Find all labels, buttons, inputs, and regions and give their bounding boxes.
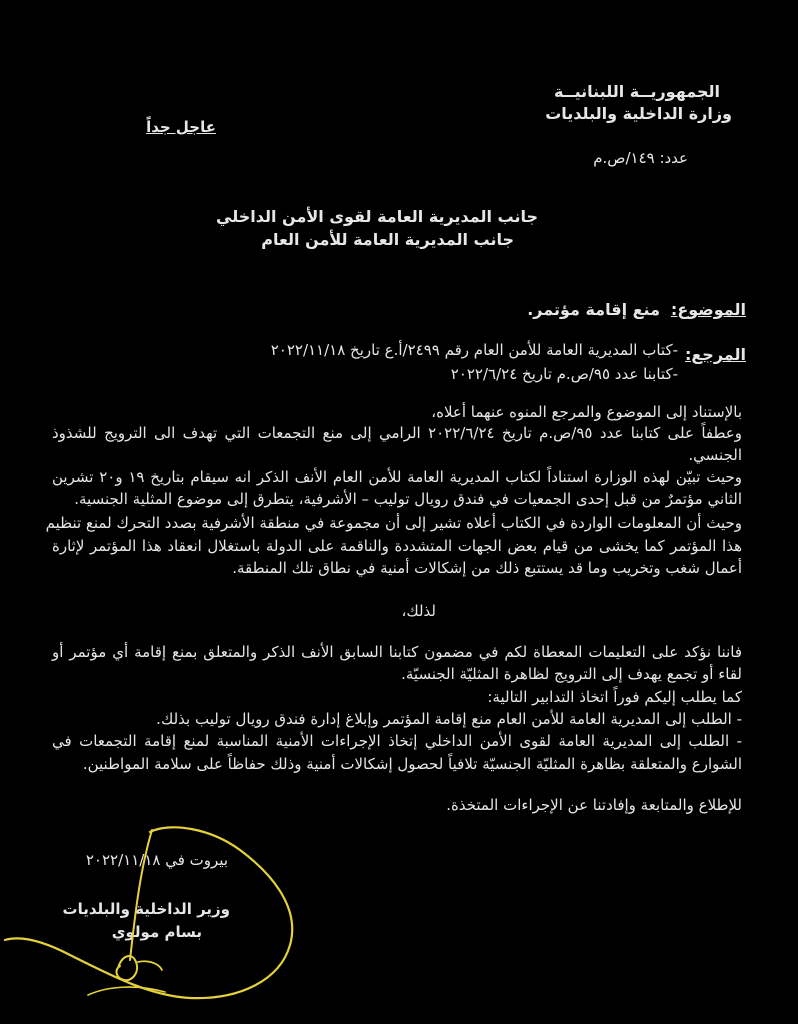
measure-item-2-cont: الشوارع والمتعلقة بظاهرة المثليّة الجنسيّة تلافياً لحصول إشكالات أمنية وذلك حفاظاً على سلامة المواطنين.	[82, 755, 742, 773]
body-line: لقاء أو تجمع يهدف إلى الترويج لظاهرة المثليّة الجنسيّة.	[401, 665, 742, 683]
addressee-general-security: جانب المديرية العامة للأمن العام	[261, 230, 514, 249]
body-line: كما يطلب إليكم فوراً اتخاذ التدابير التالية:	[487, 688, 742, 706]
body-line: الجنسي.	[688, 446, 742, 464]
therefore-line: لذلك،	[401, 602, 436, 620]
subject-text: منع إقامة مؤتمر.	[527, 300, 660, 319]
body-line: وحيث تبيّن لهذه الوزارة استناداً لكتاب المديرية العامة للأمن العام الأنف الذكر انه سيقام بتاريخ ١٩ و٢٠ تشرين	[52, 468, 743, 486]
reference-label: المرجع:	[684, 345, 746, 364]
minister-title: وزير الداخلية والبلديات	[62, 900, 230, 918]
body-line: هذا المؤتمر كما يخشى من قيام بعض الجهات المتشددة والناقمة على الدولة باستغلال انعقاد هذا المؤتمر لإثارة	[52, 537, 742, 555]
ministry-title: وزارة الداخلية والبلديات	[545, 104, 732, 123]
body-line: الثاني مؤتمرٌ من قبل إحدى الجمعيات في فندق رويال توليب – الأشرفية، يتطرق إلى موضوع المثلية الجنسية.	[74, 490, 742, 508]
place-date: بيروت في ٢٠٢٢/١١/١٨	[85, 851, 228, 869]
minister-name: بسام مولوي	[111, 923, 202, 941]
measure-item-2: - الطلب إلى المديرية العامة لقوى الأمن الداخلي إتخاذ الإجراءات الأمنية المناسبة لمنع إقامة التجمعات في	[52, 732, 742, 750]
addressee-isf: جانب المديرية العامة لقوى الأمن الداخلي	[216, 207, 538, 226]
reference-line-2: -كتابنا عدد ٩٥/ص.م تاريخ ٢٠٢٢/٦/٢٤	[450, 365, 678, 383]
republic-title: الجمهوريــة اللبنانيــة	[553, 82, 720, 101]
reference-line-1: -كتاب المديرية العامة للأمن العام رقم ٢٤٩٩/أ.ع تاريخ ٢٠٢٢/١١/١٨	[270, 341, 678, 359]
urgent-label: عاجل جداً	[146, 118, 216, 136]
measure-item-1: - الطلب إلى المديرية العامة للأمن العام منع إقامة المؤتمر وإبلاغ إدارة فندق رويال توليب بذلك.	[156, 710, 742, 728]
body-line: فاننا نؤكد على التعليمات المعطاة لكم في مضمون كتابنا السابق الأنف الذكر والمتعلق بمنع إقامة أي مؤتمر أو	[52, 643, 742, 661]
body-line: أعمال شغب وتخريب وما قد يستتبع ذلك من إشكالات أمنية في نطاق تلك المنطقة.	[232, 559, 742, 577]
subject-label: الموضوع:	[670, 300, 746, 319]
body-line: بالإستناد إلى الموضوع والمرجع المنوه عنهما أعلاه،	[431, 403, 742, 421]
reference-number: عدد: ١٤٩/ص.م	[593, 149, 688, 167]
body-line: وعطفاً على كتابنا عدد ٩٥/ص.م تاريخ ٢٠٢٢/٦/٢٤ الرامي إلى منع التجمعات التي تهدف الى الترويج للشذوذ	[52, 424, 742, 442]
body-line: وحيث أن المعلومات الواردة في الكتاب أعلاه تشير إلى أن مجموعة في منطقة الأشرفية بصدد التحرك لمنع تنظيم	[45, 514, 742, 532]
closing-line: للإطلاع والمتابعة وإفادتنا عن الإجراءات المتخذة.	[446, 796, 742, 814]
